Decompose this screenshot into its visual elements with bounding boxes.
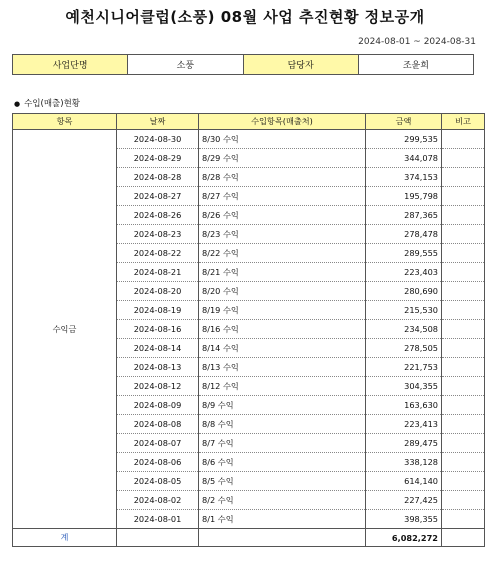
item-cell: 8/14 수익 xyxy=(199,339,366,358)
remarks-cell xyxy=(442,491,485,510)
item-cell: 8/19 수익 xyxy=(199,301,366,320)
remarks-cell xyxy=(442,225,485,244)
table-row xyxy=(13,130,485,149)
business-value: 소풍 xyxy=(128,55,243,75)
business-info-table xyxy=(12,54,474,75)
date-cell: 2024-08-05 xyxy=(117,472,199,491)
item-cell: 8/16 수익 xyxy=(199,320,366,339)
section-heading xyxy=(14,97,80,109)
item-cell: 8/2 수익 xyxy=(199,491,366,510)
total-empty-cell xyxy=(117,529,199,547)
total-empty-cell xyxy=(442,529,485,547)
date-cell: 2024-08-12 xyxy=(117,377,199,396)
date-cell: 2024-08-28 xyxy=(117,168,199,187)
remarks-cell xyxy=(442,377,485,396)
total-amount: 6,082,272 xyxy=(366,529,442,547)
remarks-cell xyxy=(442,130,485,149)
remarks-cell xyxy=(442,453,485,472)
amount-cell: 227,425 xyxy=(366,491,442,510)
manager-label: 담당자 xyxy=(243,55,358,75)
remarks-cell xyxy=(442,320,485,339)
business-label: 사업단명 xyxy=(13,55,128,75)
revenue-table-header xyxy=(13,114,485,130)
date-cell: 2024-08-19 xyxy=(117,301,199,320)
amount-cell: 234,508 xyxy=(366,320,442,339)
item-cell: 8/12 수익 xyxy=(199,377,366,396)
amount-cell: 338,128 xyxy=(366,453,442,472)
amount-cell: 163,630 xyxy=(366,396,442,415)
date-cell: 2024-08-14 xyxy=(117,339,199,358)
amount-cell: 287,365 xyxy=(366,206,442,225)
date-cell: 2024-08-27 xyxy=(117,187,199,206)
date-cell: 2024-08-16 xyxy=(117,320,199,339)
item-cell: 8/6 수익 xyxy=(199,453,366,472)
date-cell: 2024-08-20 xyxy=(117,282,199,301)
date-cell: 2024-08-02 xyxy=(117,491,199,510)
amount-cell: 223,413 xyxy=(366,415,442,434)
remarks-cell xyxy=(442,415,485,434)
item-cell: 8/1 수익 xyxy=(199,510,366,529)
date-cell: 2024-08-09 xyxy=(117,396,199,415)
remarks-cell xyxy=(442,244,485,263)
date-cell: 2024-08-07 xyxy=(117,434,199,453)
amount-cell: 280,690 xyxy=(366,282,442,301)
item-cell: 8/29 수익 xyxy=(199,149,366,168)
item-cell: 8/21 수익 xyxy=(199,263,366,282)
item-cell: 8/9 수익 xyxy=(199,396,366,415)
item-cell: 8/22 수익 xyxy=(199,244,366,263)
item-cell: 8/28 수익 xyxy=(199,168,366,187)
item-cell: 8/8 수익 xyxy=(199,415,366,434)
total-label: 계 xyxy=(13,529,117,547)
item-cell: 8/5 수익 xyxy=(199,472,366,491)
date-cell: 2024-08-22 xyxy=(117,244,199,263)
item-cell: 8/23 수익 xyxy=(199,225,366,244)
remarks-cell xyxy=(442,358,485,377)
date-cell: 2024-08-26 xyxy=(117,206,199,225)
item-cell: 8/27 수익 xyxy=(199,187,366,206)
date-cell: 2024-08-01 xyxy=(117,510,199,529)
amount-cell: 299,535 xyxy=(366,130,442,149)
section-title: 수입(매출)현황 xyxy=(24,99,81,109)
remarks-cell xyxy=(442,282,485,301)
date-cell: 2024-08-29 xyxy=(117,149,199,168)
item-cell: 8/7 수익 xyxy=(199,434,366,453)
header-date: 날짜 xyxy=(117,114,199,130)
date-cell: 2024-08-21 xyxy=(117,263,199,282)
total-empty-cell xyxy=(199,529,366,547)
amount-cell: 614,140 xyxy=(366,472,442,491)
amount-cell: 223,403 xyxy=(366,263,442,282)
remarks-cell xyxy=(442,187,485,206)
header-category: 항목 xyxy=(13,114,117,130)
category-cell: 수익금 xyxy=(13,130,117,529)
amount-cell: 221,753 xyxy=(366,358,442,377)
date-cell: 2024-08-30 xyxy=(117,130,199,149)
page-title: 예천시니어클럽(소풍) 08월 사업 추진현황 정보공개 xyxy=(65,8,425,26)
remarks-cell xyxy=(442,434,485,453)
item-cell: 8/13 수익 xyxy=(199,358,366,377)
amount-cell: 278,478 xyxy=(366,225,442,244)
remarks-cell xyxy=(442,396,485,415)
remarks-cell xyxy=(442,472,485,491)
business-info-row xyxy=(13,55,474,75)
date-cell: 2024-08-23 xyxy=(117,225,199,244)
date-cell: 2024-08-13 xyxy=(117,358,199,377)
amount-cell: 195,798 xyxy=(366,187,442,206)
header-amount: 금액 xyxy=(366,114,442,130)
remarks-cell xyxy=(442,301,485,320)
amount-cell: 304,355 xyxy=(366,377,442,396)
item-cell: 8/20 수익 xyxy=(199,282,366,301)
manager-value: 조윤희 xyxy=(358,55,473,75)
item-cell: 8/30 수익 xyxy=(199,130,366,149)
amount-cell: 374,153 xyxy=(366,168,442,187)
header-item: 수입항목(매출처) xyxy=(199,114,366,130)
amount-cell: 398,355 xyxy=(366,510,442,529)
remarks-cell xyxy=(442,263,485,282)
date-cell: 2024-08-06 xyxy=(117,453,199,472)
total-row xyxy=(13,529,485,547)
amount-cell: 215,530 xyxy=(366,301,442,320)
report-period: 2024-08-01 ~ 2024-08-31 xyxy=(358,37,476,47)
amount-cell: 289,475 xyxy=(366,434,442,453)
remarks-cell xyxy=(442,510,485,529)
date-cell: 2024-08-08 xyxy=(117,415,199,434)
remarks-cell xyxy=(442,206,485,225)
amount-cell: 344,078 xyxy=(366,149,442,168)
remarks-cell xyxy=(442,168,485,187)
amount-cell: 289,555 xyxy=(366,244,442,263)
item-cell: 8/26 수익 xyxy=(199,206,366,225)
header-remarks: 비고 xyxy=(442,114,485,130)
revenue-table xyxy=(12,113,485,547)
bullet-icon: ● xyxy=(14,100,21,108)
remarks-cell xyxy=(442,339,485,358)
amount-cell: 278,505 xyxy=(366,339,442,358)
remarks-cell xyxy=(442,149,485,168)
